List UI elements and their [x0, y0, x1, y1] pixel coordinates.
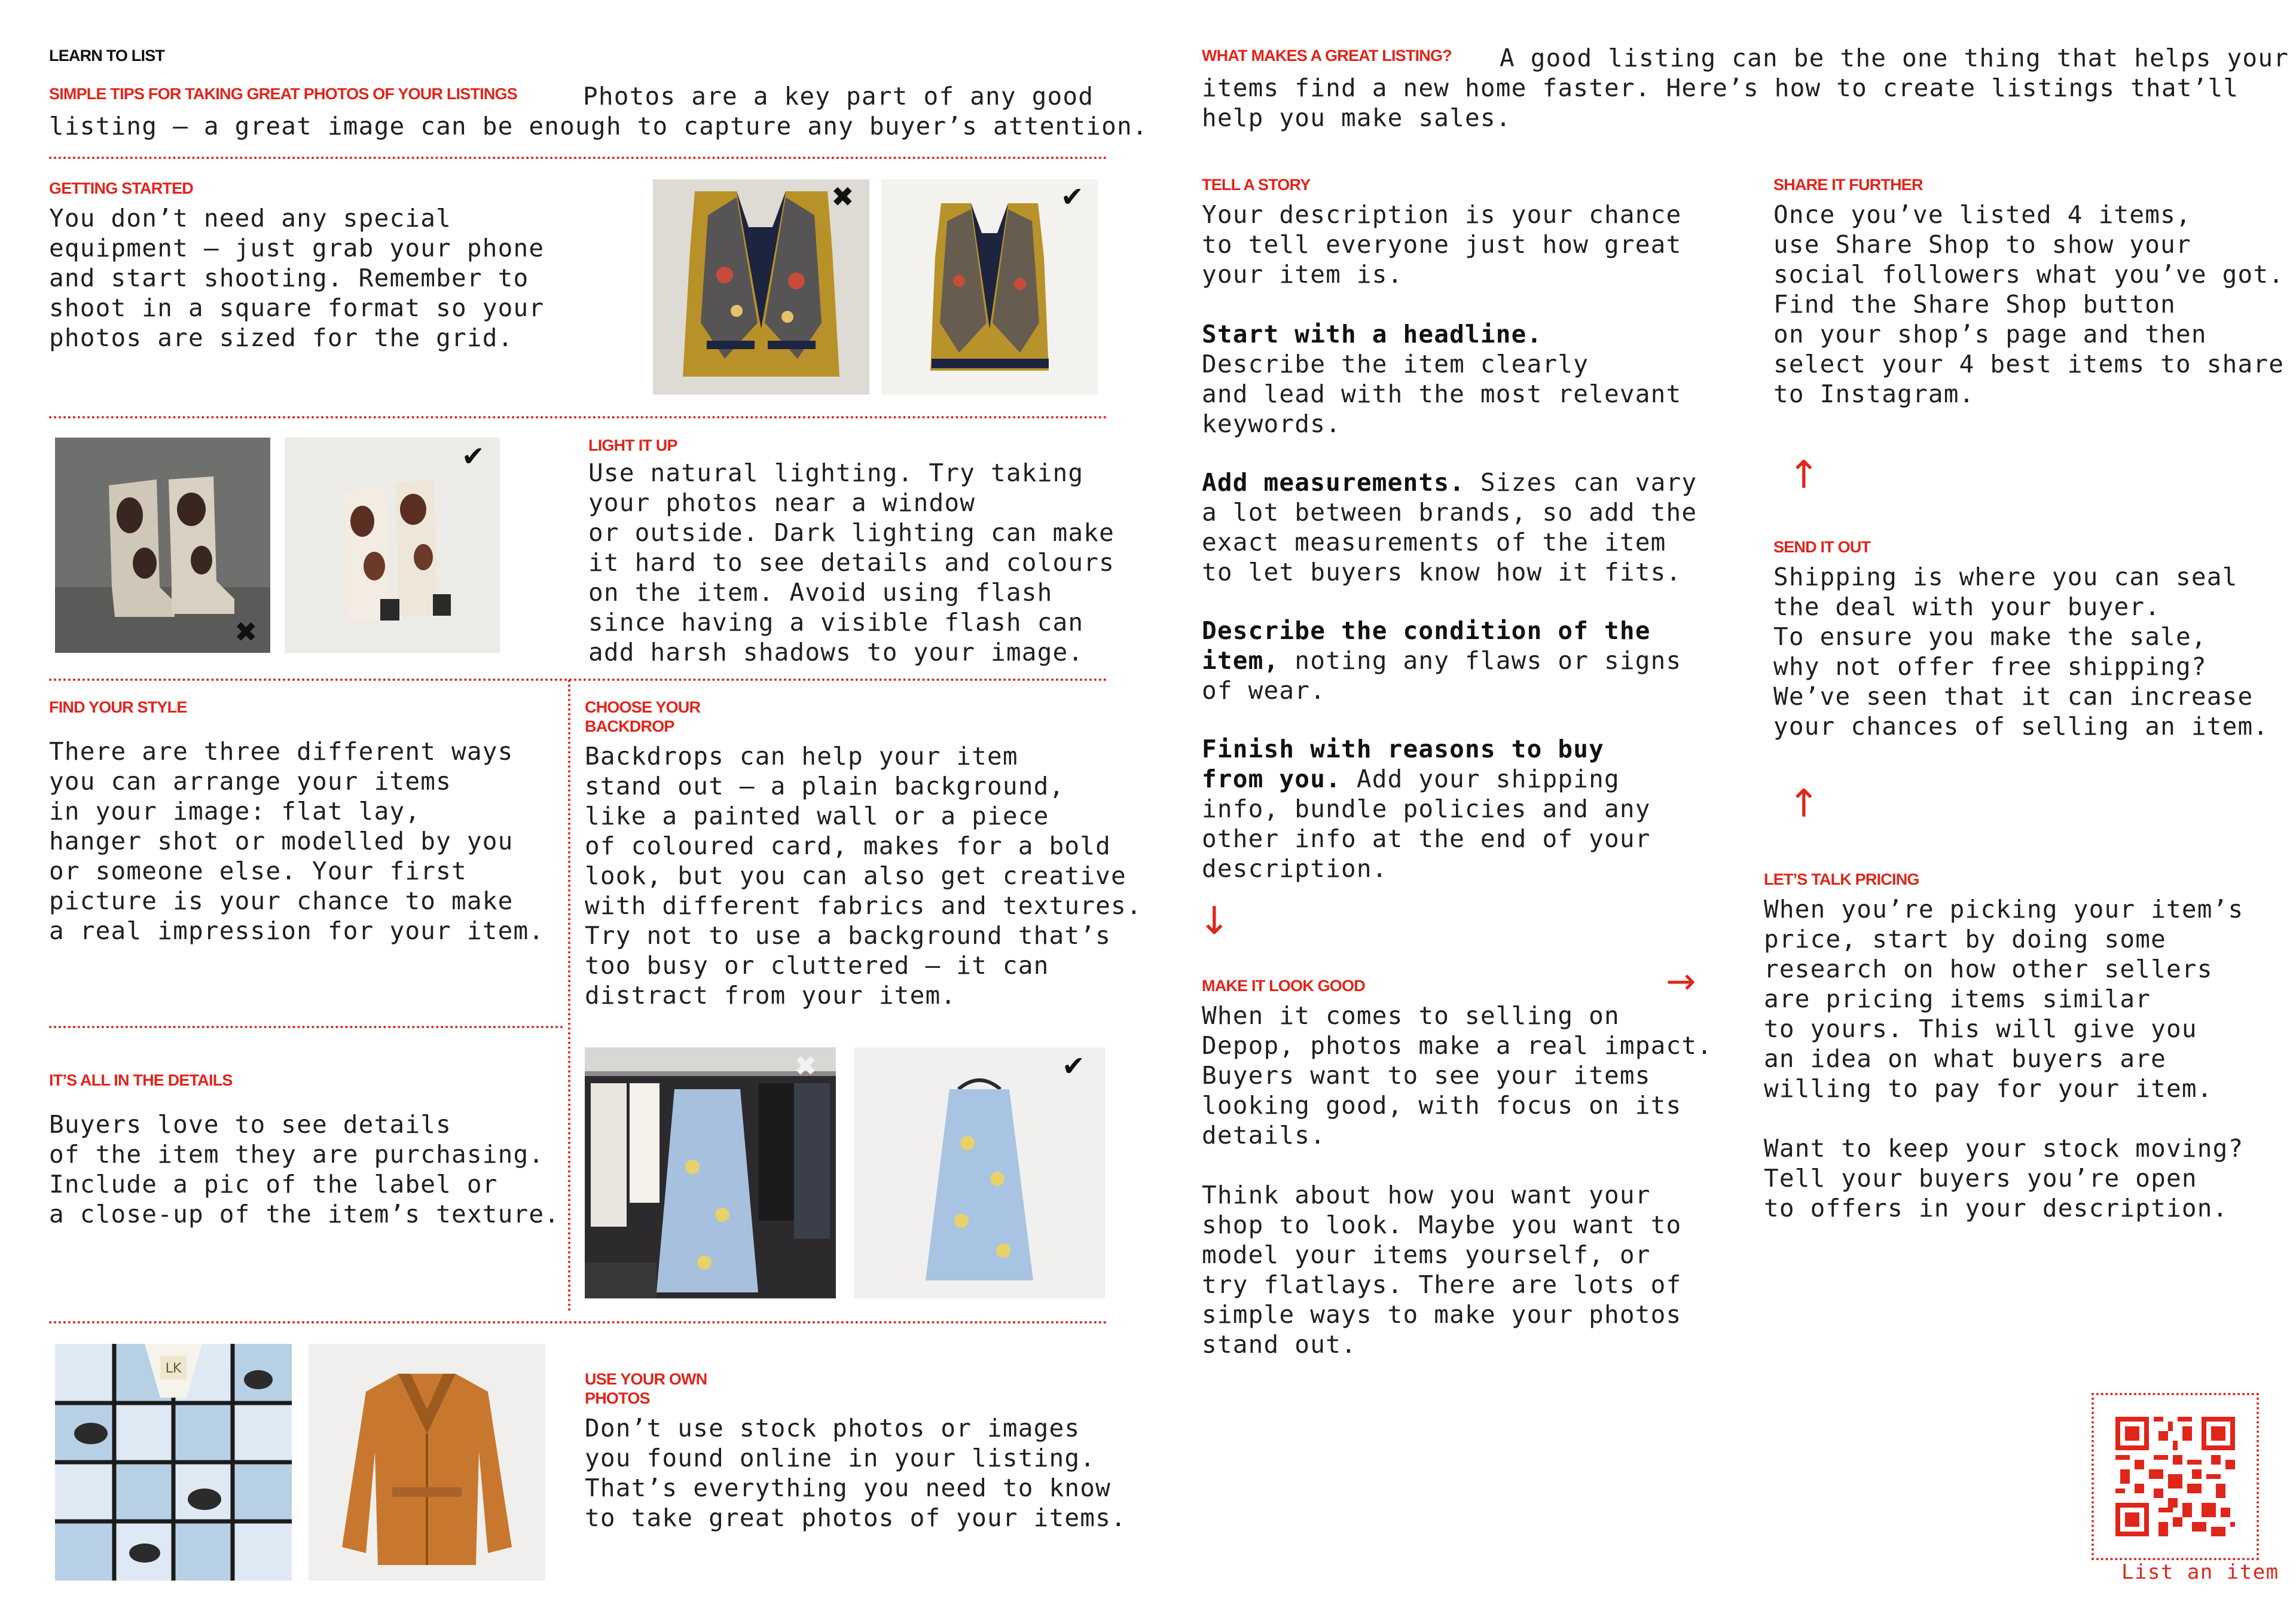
send-out-text: Shipping is where you can seal the deal with your buyer. To ensure you make the sale, why not offer free shipping? We’ve seen that it can increase your chances of selling an item. — [1773, 563, 2269, 741]
tell-story-p4 — [1202, 616, 1681, 705]
light-it-up-label: LIGHT IT UP — [588, 436, 677, 454]
choose-backdrop-label-line2: BACKDROP — [585, 717, 674, 735]
page-title: LEARN TO LIST — [49, 47, 165, 65]
shirt-photo — [55, 1344, 292, 1581]
qr-code-frame[interactable] — [2092, 1393, 2259, 1560]
check-icon: ✔ — [1062, 1050, 1085, 1082]
jacket-photo — [309, 1344, 545, 1581]
choose-backdrop-text: Backdrops can help your item stand out – a plain background, like a painted wall or a piece of coloured card, makes for a bold look, but you can also get creative with different fabrics and textures. Try not to use a background that’s too busy or cluttered – it can distract from your item. — [585, 742, 1142, 1010]
tell-story-label: TELL A STORY — [1202, 176, 1311, 194]
getting-started-text: You don’t need any special equipment – just grab your phone and start shooting. Remember to shoot in a square format so your photos are sized for the grid. — [49, 204, 545, 352]
dress-photo-plain — [854, 1047, 1105, 1298]
divider — [49, 416, 1107, 418]
tell-story-p2-bold: Start with a headline. — [1202, 320, 1543, 349]
own-photos-label-line1: USE YOUR OWN — [585, 1370, 707, 1388]
listing-intro-label: WHAT MAKES A GREAT LISTING? — [1202, 47, 1452, 65]
intro-text-line2: listing – a great image can be enough to capture any buyer’s attention. — [49, 112, 1148, 140]
tell-story-p5-bold: Finish with reasons to buy from you. — [1202, 735, 1604, 793]
divider — [49, 157, 1107, 159]
divider — [49, 678, 1107, 681]
check-icon: ✔ — [462, 440, 485, 472]
intro-label: SIMPLE TIPS FOR TAKING GREAT PHOTOS OF YOUR LISTINGS — [49, 85, 517, 103]
tell-story-p5 — [1202, 734, 1651, 884]
pricing-label: LET’S TALK PRICING — [1764, 870, 1919, 888]
tell-story-p5-text: Add your shipping info, bundle policies and any other info at the end of your description. — [1202, 765, 1651, 883]
cross-icon: ✖ — [794, 1050, 817, 1082]
pricing-p1: When you’re picking your item’s price, start by doing some research on how other sellers are pricing items similar to yours. This will give you an idea on what buyers are willing to pay for your item. — [1764, 895, 2244, 1103]
cross-icon: ✖ — [234, 616, 258, 648]
dress-photo-busy — [585, 1047, 836, 1298]
tell-story-p2-heading — [1202, 319, 1542, 349]
tell-story-p3 — [1202, 467, 1697, 587]
qr-caption[interactable]: List an item — [2121, 1560, 2279, 1584]
look-good-p2: Think about how you want your shop to look. Maybe you want to model your items yourself, or try flatlays. There are lots of simple ways to make your photos stand out. — [1202, 1181, 1682, 1359]
check-icon: ✔ — [1061, 181, 1084, 213]
send-out-label: SEND IT OUT — [1773, 538, 1871, 556]
cross-icon: ✖ — [831, 181, 854, 213]
qr-code-icon[interactable] — [2115, 1417, 2235, 1536]
tell-story-p3-bold: Add measurements. — [1202, 468, 1465, 497]
listing-intro-line1: A good listing can be the one thing that helps your — [1500, 44, 2289, 72]
look-good-p1: When it comes to selling on Depop, photos make a real impact. Buyers want to see your items looking good, with focus on its details. — [1202, 1001, 1713, 1150]
tell-story-p1: Your description is your chance to tell everyone just how great your item is. — [1202, 200, 1682, 289]
pricing-p2: Want to keep your stock moving? Tell your buyers you’re open to offers in your description. — [1764, 1134, 2244, 1222]
tell-story-p4-bold: Describe the condition of the item, — [1202, 616, 1651, 675]
own-photos-text: Don’t use stock photos or images you found online in your listing. That’s everything you need to know to take great photos of your items. — [585, 1414, 1126, 1532]
shirt-tag-label: LK — [165, 1361, 182, 1376]
listing-intro-line2: items find a new home faster. Here’s how to create listings that’ll — [1202, 74, 2239, 102]
tell-story-p4-text: noting any flaws or signs of wear. — [1202, 646, 1682, 705]
light-it-up-text: Use natural lighting. Try taking your photos near a window or outside. Dark lighting can make it hard to see details and colours on the item. Avoid using flash since having a visible flash can add harsh shadows to your image. — [588, 459, 1115, 667]
arrow-up-icon: ↑ — [1788, 453, 1820, 497]
divider — [49, 1321, 1107, 1324]
tell-story-p3-text: Sizes can vary a lot between brands, so add the exact measurements of the item to let buyers know how it fits. — [1202, 468, 1697, 586]
share-further-text: Once you’ve listed 4 items, use Share Shop to show your social followers what you’ve got. Find the Share Shop button on your shop’s page and then select your 4 best items to share to Instagram. — [1773, 200, 2285, 408]
listing-intro-line3: help you make sales. — [1202, 103, 1512, 132]
arrow-down-icon: ↓ — [1198, 899, 1231, 943]
intro-text-line1: Photos are a key part of any good — [583, 82, 1094, 111]
share-further-label: SHARE IT FURTHER — [1773, 176, 1923, 194]
vertical-divider — [568, 680, 570, 1312]
arrow-right-icon: → — [1666, 961, 1696, 1002]
tell-story-p2-text: Describe the item clearly and lead with the most relevant keywords. — [1202, 350, 1682, 438]
getting-started-label: GETTING STARTED — [49, 179, 193, 197]
arrow-up-icon: ↑ — [1788, 782, 1820, 826]
details-text: Buyers love to see details of the item they are purchasing. Include a pic of the label or a close-up of the item’s texture. — [49, 1110, 560, 1228]
choose-backdrop-label-line1: CHOOSE YOUR — [585, 698, 701, 716]
find-your-style-text: There are three different ways you can arrange your items in your image: flat lay, hanger shot or modelled by you or someone else. Your first picture is your chance to make a real impression for your item. — [49, 737, 545, 945]
own-photos-label-line2: PHOTOS — [585, 1389, 650, 1407]
divider — [49, 1026, 563, 1028]
details-label: IT’S ALL IN THE DETAILS — [49, 1071, 233, 1089]
look-good-label: MAKE IT LOOK GOOD — [1202, 977, 1365, 995]
find-your-style-label: FIND YOUR STYLE — [49, 698, 187, 716]
